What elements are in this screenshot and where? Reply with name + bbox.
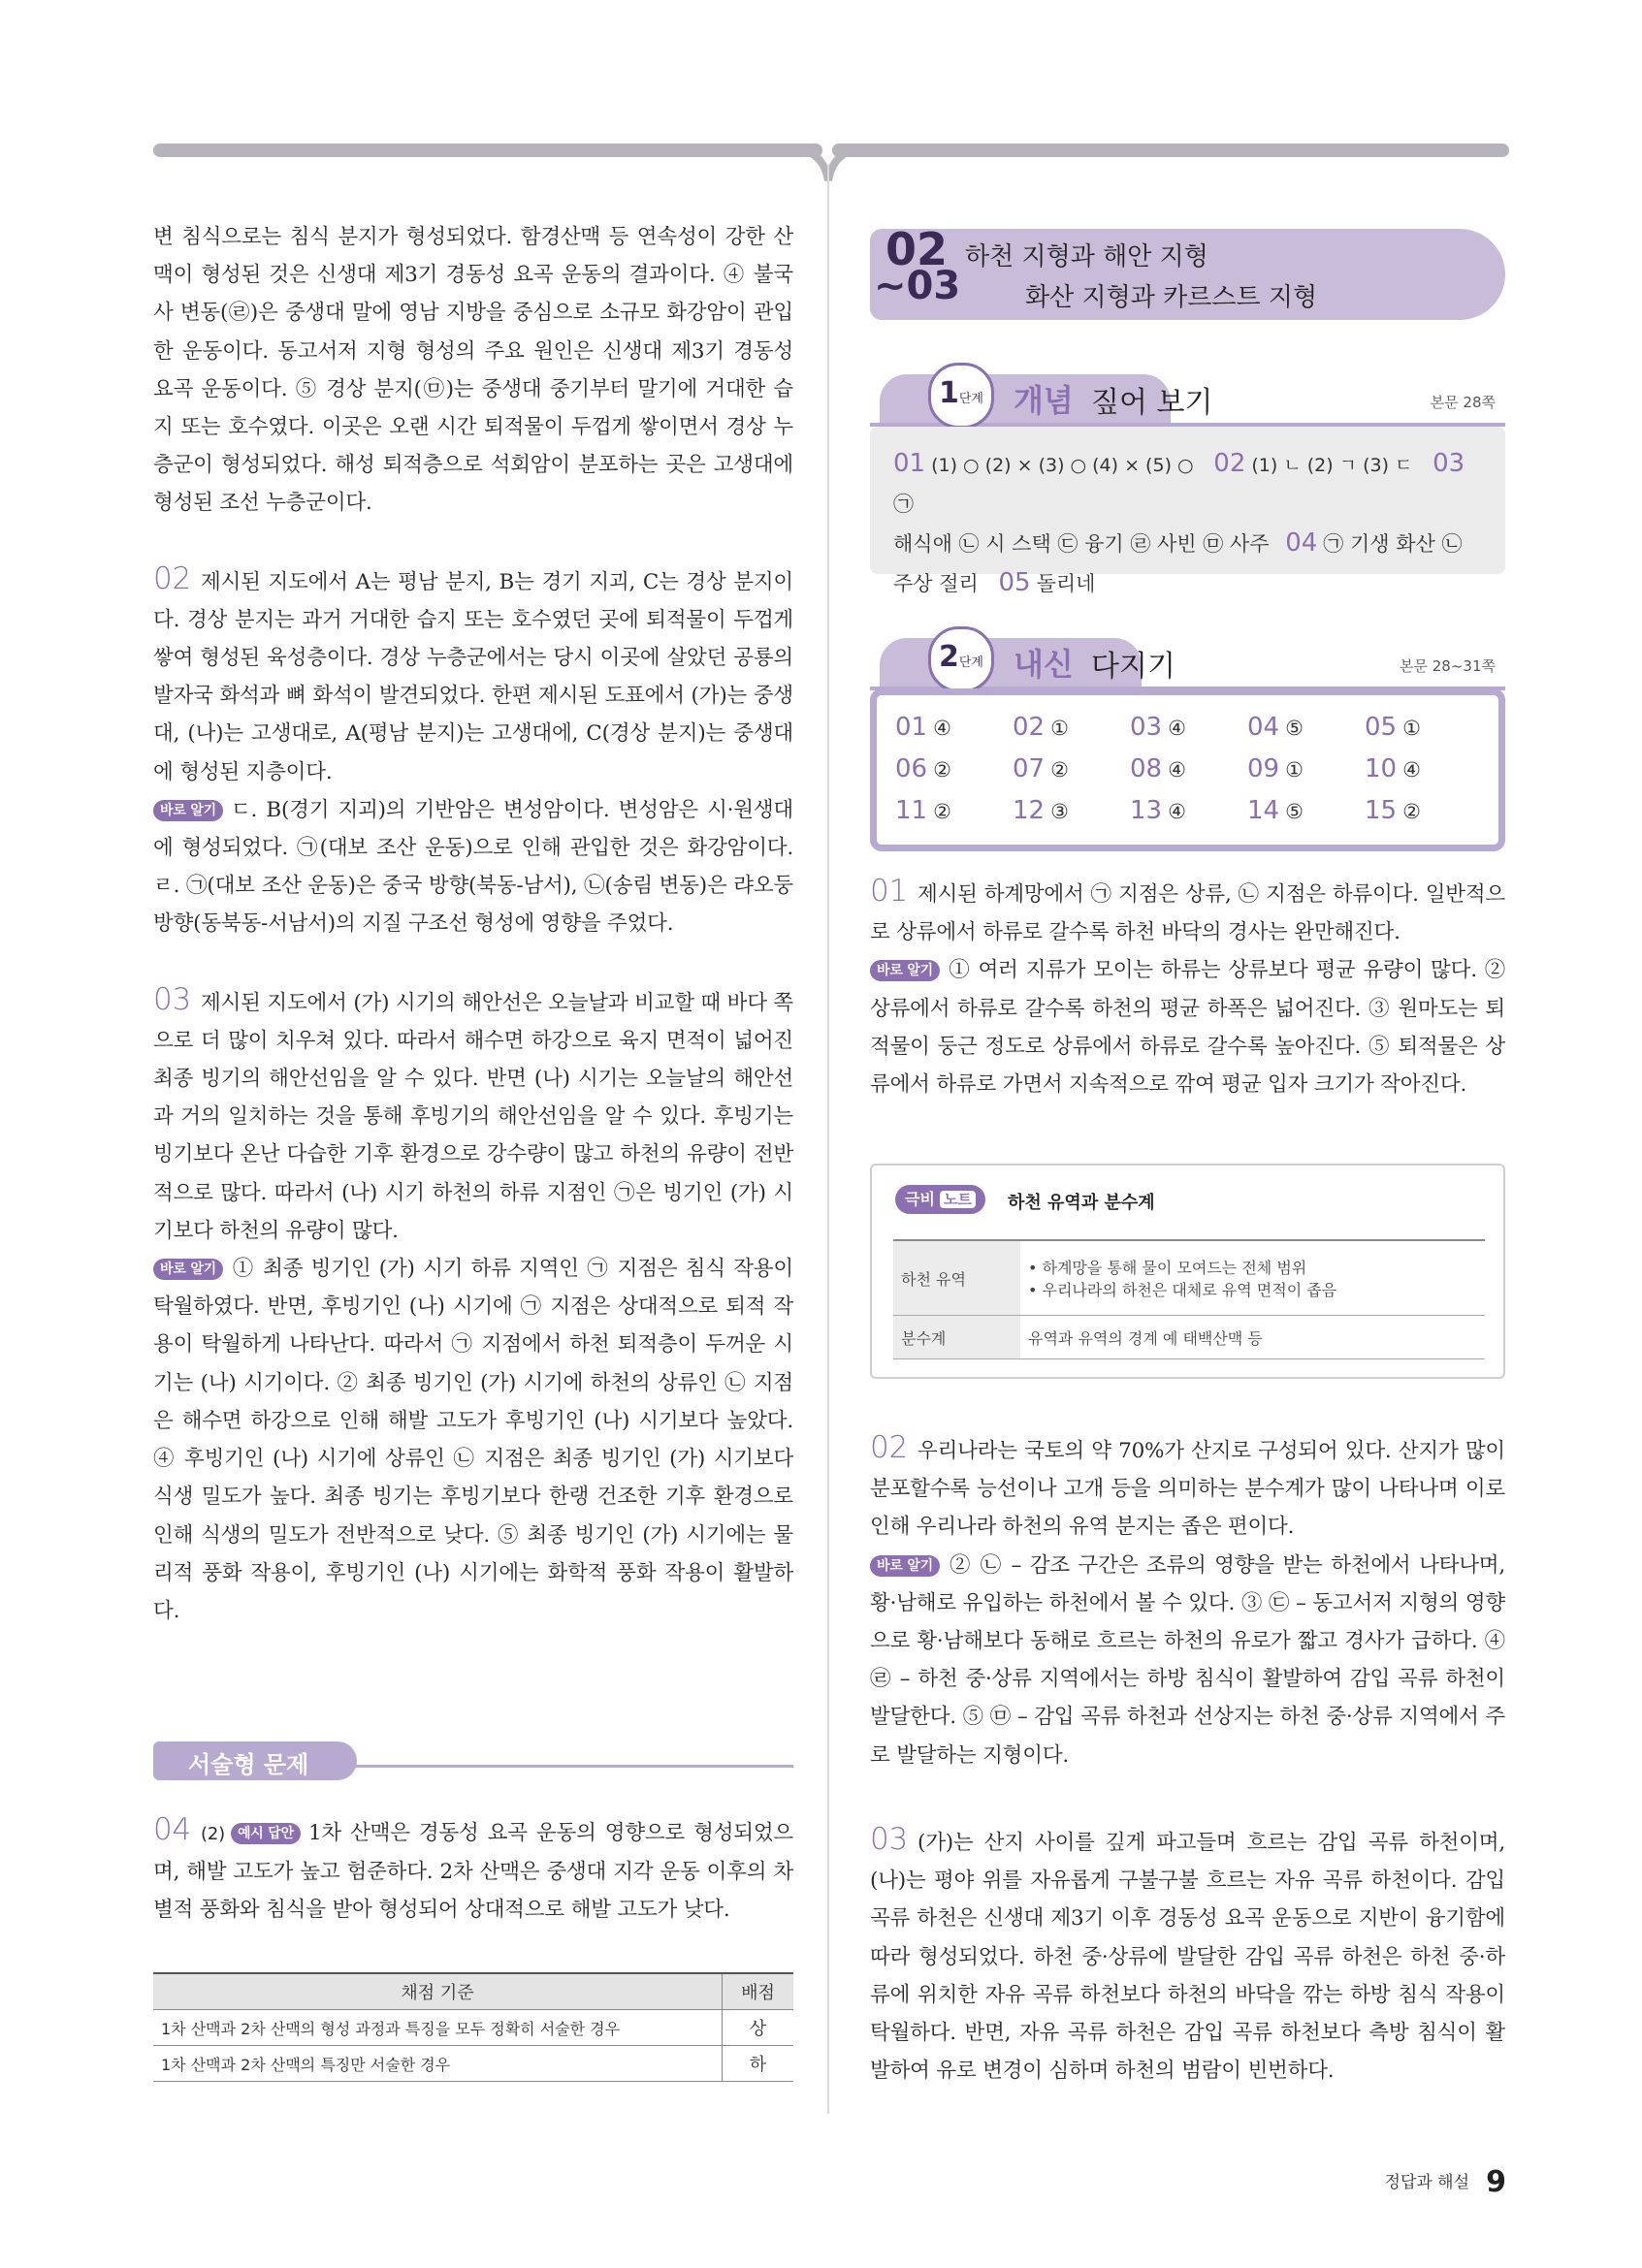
- step2-heading: [870, 630, 1505, 690]
- right-answer-03: [870, 1821, 1505, 2090]
- step1-badge: [928, 363, 994, 429]
- answer-cell: 15 ②: [1365, 796, 1421, 825]
- answer-number: 01: [893, 449, 926, 478]
- answer-cell: 13 ④: [1130, 796, 1186, 825]
- right-answer-02-fix-text: ② ㉡ – 감조 구간은 조류의 영향을 받는 하천에서 나타나며, 황·남해로 유입하는 하천에서 볼 수 있다. ③ ㉢ – 동고서저 지형의 영향으로 황·남해보다 동해로 흐르는 하천의 유로가 짧고 경사가 급하다. ④ ㉣ – 하천 중·상류 지역에서는 하방 침식이 활발하여 감입 곡류 하천이 발달한다. ⑤ ㉤ – 감입 곡류 하천과 선상지는 하천 중·상류 지역에서 주로 발달하는 지형이다.: [870, 1552, 1505, 1768]
- answer-cell: 03 ④: [1130, 713, 1186, 742]
- step1-heading: [870, 367, 1505, 427]
- step2-badge: [928, 626, 994, 692]
- answer-03-text: 제시된 지도에서 (가) 시기의 해안선은 오늘날과 비교할 때 바다 쪽으로 더 많이 치우쳐 있다. 따라서 해수면 하강으로 육지 면적이 넓어진 최종 빙기의 해안선임을 알 수 있다. 반면 (나) 시기는 오늘날의 해안선과 거의 일치하는 것을 통해 후빙기의 해안선임을 알 수 있다. 후빙기는 빙기보다 온난 다습한 기후 환경으로 강수량이 많고 하천의 유량이 전반적으로 많다. 따라서 (나) 시기 하천의 하류 지점인 ㉠은 빙기인 (가) 시기보다 하천의 유량이 많다.: [153, 990, 793, 1243]
- step1-answer-line-2: [893, 524, 1482, 563]
- answer-cell: 14 ⑤: [1247, 796, 1304, 825]
- answer-number: 04: [1285, 528, 1318, 558]
- top-rule-left: [153, 144, 822, 157]
- right-answer-03-number: 03: [870, 1822, 909, 1857]
- grading-header-score: 배점: [723, 1973, 794, 2010]
- grading-header-criteria: 채점 기준: [153, 1973, 723, 2010]
- answer-value: 주상 절리: [893, 572, 979, 595]
- answer-value: 돌리네: [1036, 572, 1096, 595]
- table-row: [893, 1316, 1485, 1359]
- answer-02-number: 02: [153, 560, 192, 596]
- answer-value: ㉠ 기생 화산 ㉡: [1323, 532, 1463, 556]
- left-column: [153, 218, 793, 1668]
- answer-cell: 10 ④: [1365, 754, 1421, 783]
- step2-answer-grid: [870, 688, 1505, 851]
- answer-grid-row: [894, 707, 1481, 749]
- step1-answers: [870, 427, 1505, 597]
- step2-word: 단계: [958, 655, 983, 670]
- note-row-body: [1020, 1240, 1485, 1316]
- answer-cell: 02 ①: [1013, 713, 1069, 742]
- step1-title-rest: 짚어 보기: [1091, 386, 1213, 420]
- right-answer-01-number: 01: [870, 874, 909, 909]
- chapter-title-2: 화산 지형과 카르스트 지형: [1025, 283, 1318, 312]
- note-row-head: 하천 유역: [893, 1240, 1020, 1316]
- right-answer-03-text: (가)는 산지 사이를 깊게 파고들며 흐르는 감입 곡류 하천이며, (나)는 평야 위를 자유롭게 구불구불 흐르는 자유 곡류 하천이다. 감입 곡류 하천은 신생대 제3기 이후 경동성 요곡 운동으로 지반이 융기함에 따라 형성되었다. 하천 중·상류에 발달한 감입 곡류 하천은 하천 중·하류에 위치한 자유 곡류 하천보다 하천의 바닥을 깎는 하방 침식 작용이 탁월하다. 반면, 자유 곡류 하천은 감입 곡류 하천보다 측방 침식이 활발하여 유로 변경이 심하며 하천의 범람이 빈번하다.: [870, 1831, 1505, 2084]
- right-answer-02-text: 우리나라는 국토의 약 70%가 산지로 구성되어 있다. 산지가 많이 분포할수록 능선이나 고개 등을 의미하는 분수계가 많이 나타나며 이로 인해 우리나라 하천의 유역 분지는 좁은 편이다.: [870, 1439, 1505, 1540]
- table-row: [153, 2046, 793, 2082]
- answer-number: 05: [998, 568, 1031, 597]
- right-answer-01-text: 제시된 하계망에서 ㉠ 지점은 상류, ㉡ 지점은 하류이다. 일반적으로 상류에서 하류로 갈수록 하천 바닥의 경사는 완만해진다.: [870, 882, 1505, 945]
- answer-04-text: 1차 산맥은 경동성 요곡 운동의 영향으로 형성되었으며, 해발 고도가 높고 험준하다. 2차 산맥은 중생대 지각 운동 이후의 차별적 풍화와 침식을 받아 형성되어 상대적으로 해발 고도가 낮다.: [153, 1821, 793, 1923]
- chapter-number-end: ~03: [874, 264, 961, 308]
- answer-cell: 04 ⑤: [1247, 713, 1304, 742]
- answer-value: (1) ㄴ (2) ㄱ (3) ㄷ: [1251, 455, 1413, 476]
- step1-number: 1: [939, 376, 959, 410]
- grading-score-cell: 상: [723, 2010, 794, 2046]
- note-row-line: • 하계망을 통해 물이 모여드는 전체 범위: [1028, 1259, 1307, 1277]
- right-answer-01-fix-text: ① 여러 지류가 모이는 하류는 상류보다 평균 유량이 많다. ② 상류에서 하류로 갈수록 하천의 평균 하폭은 넓어진다. ③ 원마도는 퇴적물이 둥근 정도로 상류에서 하류로 갈수록 높아진다. ⑤ 퇴적물은 상류에서 하류로 가면서 지속적으로 깎여 평균 입자 크기가 작아진다.: [870, 958, 1505, 1098]
- note-row-body: 유역과 유역의 경계 예 태백산맥 등: [1020, 1316, 1485, 1359]
- essay-section-title: 서술형 문제: [188, 1751, 309, 1778]
- answer-03-fix-text: ① 최종 빙기인 (가) 시기 하류 지역인 ㉠ 지점은 침식 작용이 탁월하였다. 반면, 후빙기인 (나) 시기에 ㉠ 지점은 상대적으로 퇴적 작용이 탁월하게 나타난다. 따라서 ㉠ 지점에서 하천 퇴적층이 두꺼운 시기는 (나) 시기이다. ② 최종 빙기인 (가) 시기에 하천의 상류인 ㉡ 지점은 해수면 하강으로 인해 해발 고도가 후빙기인 (나) 시기보다 높았다. ④ 후빙기인 (나) 시기에 상류인 ㉡ 지점은 최종 빙기인 (가) 시기보다 식생 밀도가 높다. 최종 빙기는 후빙기보다 한랭 건조한 기후 환경으로 인해 식생의 밀도가 전반적으로 낮다. ⑤ 최종 빙기인 (가) 시기에는 물리적 풍화 작용이, 후빙기인 (나) 시기에는 화학적 풍화 작용이 활발하다.: [153, 1257, 793, 1623]
- grading-table: [153, 1972, 793, 2082]
- table-row: [893, 1240, 1485, 1316]
- right-answer-02: [870, 1429, 1505, 1774]
- answer-03: [153, 981, 793, 1630]
- note-row-head: 분수계: [893, 1316, 1020, 1359]
- grading-table-header: [153, 1973, 793, 2010]
- column-divider: [827, 165, 829, 2114]
- answer-03-fix-badge: 바로 알기: [153, 1259, 223, 1280]
- answer-number: 02: [1213, 449, 1246, 478]
- answer-value: (1) ○ (2) × (3) ○ (4) × (5) ○: [931, 455, 1194, 476]
- answer-03-number: 03: [153, 981, 192, 1017]
- page-footer: [1385, 2165, 1506, 2199]
- chapter-header: [870, 223, 1505, 320]
- answer-02-fix-badge: 바로 알기: [153, 800, 223, 821]
- answer-grid-row: [894, 749, 1481, 790]
- note-title: 하천 유역과 분수계: [1008, 1193, 1155, 1213]
- footer-label: 정답과 해설: [1384, 2173, 1470, 2192]
- note-row-line: • 우리나라의 하천은 대체로 유역 면적이 좁음: [1028, 1281, 1337, 1299]
- step1-answer-line-1: [893, 444, 1482, 524]
- answer-cell: 05 ①: [1365, 713, 1421, 742]
- top-rule-right: [832, 144, 1509, 157]
- right-answer-02-number: 02: [870, 1430, 909, 1465]
- grading-score-cell: 하: [723, 2046, 794, 2082]
- answer-02-fix-text: ㄷ. B(경기 지괴)의 기반암은 변성암이다. 변성암은 시·원생대에 형성되었다. ㉠(대보 조산 운동)으로 인해 관입한 것은 화강암이다. ㄹ. ㉠(대보 조산 운동)은 중국 방향(북동-남서), ㉡(송림 변동)은 랴오둥 방향(동북동-서남서)의 지질 구조선 형성에 영향을 주었다.: [153, 797, 793, 937]
- answer-grid-row: [894, 790, 1481, 832]
- chapter-number-start: 02: [885, 223, 949, 275]
- step1-answer-line-3: [893, 563, 1482, 603]
- left-paragraph-intro: 변 침식으로는 침식 분지가 형성되었다. 함경산맥 등 연속성이 강한 산맥이 형성된 것은 신생대 제3기 경동성 요곡 운동의 결과이다. ④ 불국사 변동(㉣)은 중생대 말에 영남 지방을 중심으로 소규모 화강암이 관입한 운동이다. 동고서저 지형 형성의 주요 원인은 신생대 제3기 경동성 요곡 운동이다. ⑤ 경상 분지(㉤)는 중생대 중기부터 말기에 거대한 습지 또는 호수였다. 이곳은 오랜 시간 퇴적물이 두껍게 쌓이면서 경상 누층군이 형성되었다. 해성 퇴적층으로 석회암이 분포하는 곳은 고생대에 형성된 조선 누층군이다.: [153, 225, 793, 516]
- step1-title-emph: 개념: [1014, 382, 1074, 419]
- grading-criteria-cell: 1차 산맥과 2차 산맥의 형성 과정과 특징을 모두 정확히 서술한 경우: [153, 2010, 723, 2046]
- answer-cell: 11 ②: [895, 796, 951, 825]
- secret-note-tag: [895, 1185, 985, 1214]
- answer-cell: 01 ④: [895, 713, 951, 742]
- step2-number: 2: [939, 640, 959, 674]
- chapter-title-1: 하천 지형과 해안 지형: [965, 242, 1208, 272]
- answer-cell: 07 ②: [1013, 754, 1069, 783]
- secret-note-box: [870, 1164, 1505, 1379]
- answer-cell: 06 ②: [895, 754, 951, 783]
- answer-02: [153, 560, 793, 943]
- answer-04-sub: (2): [201, 1824, 225, 1844]
- answer-cell: 08 ④: [1130, 754, 1186, 783]
- page-number: 9: [1486, 2165, 1506, 2199]
- essay-section-header: [153, 1741, 793, 1784]
- step2-page-ref: 본문 28~31쪽: [1400, 657, 1496, 675]
- note-table: [893, 1239, 1485, 1359]
- note-tag-word2: 노트: [940, 1191, 976, 1208]
- right-answer-02-fix-badge: 바로 알기: [870, 1555, 940, 1577]
- step2-title-rest: 다지기: [1091, 650, 1175, 684]
- answer-04-example-badge: 예시 답안: [231, 1823, 301, 1844]
- answer-cell: 12 ③: [1013, 796, 1069, 825]
- table-row: [153, 2010, 793, 2046]
- answer-cell: 09 ①: [1247, 754, 1304, 783]
- answer-number: 03: [1433, 449, 1465, 478]
- answer-04: [153, 1811, 793, 1930]
- step1-page-ref: 본문 28쪽: [1430, 394, 1496, 411]
- answer-value: 해식애 ㉡ 시 스택 ㉢ 융기 ㉣ 사빈 ㉤ 사주: [893, 532, 1270, 556]
- right-answer-01-fix-badge: 바로 알기: [870, 960, 940, 981]
- grading-criteria-cell: 1차 산맥과 2차 산맥의 특징만 서술한 경우: [153, 2046, 723, 2082]
- step1-word: 단계: [958, 392, 983, 406]
- right-answer-01: [870, 873, 1505, 1103]
- answer-02-text: 제시된 지도에서 A는 평남 분지, B는 경기 지괴, C는 경상 분지이다. 경상 분지는 과거 거대한 습지 또는 호수였던 곳에 퇴적물이 두껍게 쌓여 형성된 육성층이다. 경상 누층군에서는 당시 이곳에 살았던 공룡의 발자국 화석과 뼈 화석이 발견되었다. 한편 제시된 도표에서 (가)는 중생대, (나)는 고생대로, A(평남 분지)는 고생대에, C(경상 분지)는 중생대에 형성된 지층이다.: [153, 569, 793, 784]
- step2-title-emph: 내신: [1014, 646, 1074, 683]
- note-tag-word1: 극비: [905, 1190, 935, 1208]
- answer-value: ㉠: [893, 493, 914, 516]
- answer-04-number: 04: [153, 1812, 192, 1847]
